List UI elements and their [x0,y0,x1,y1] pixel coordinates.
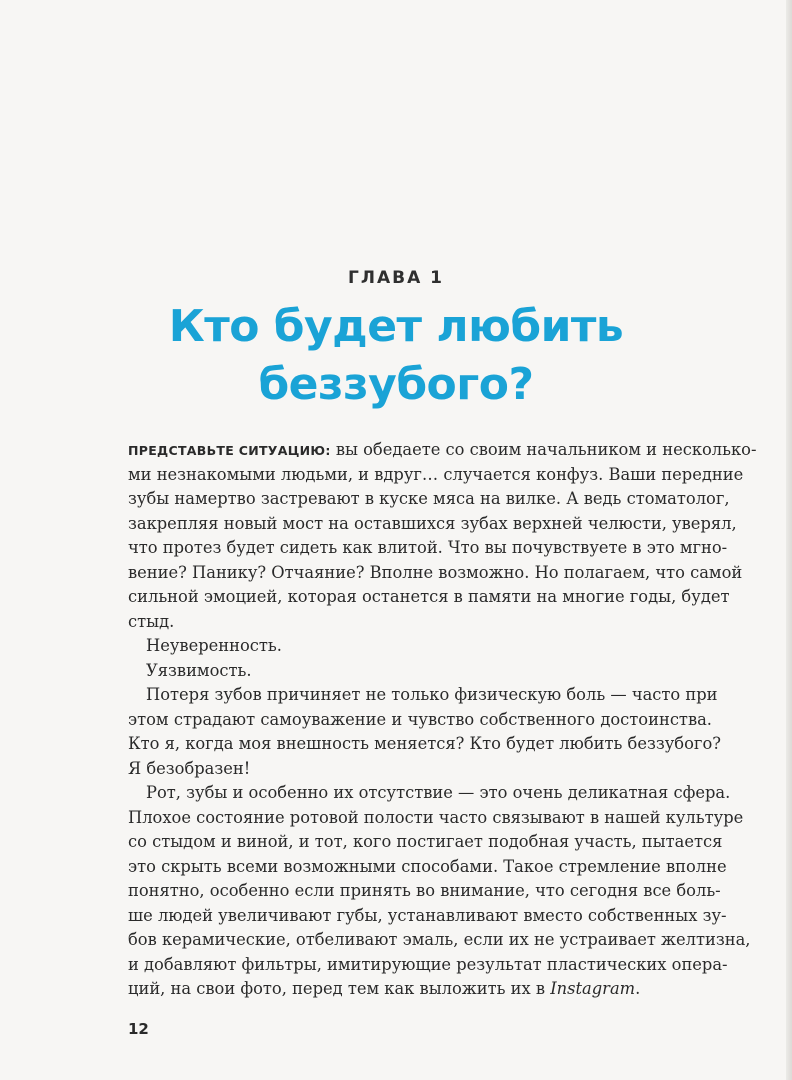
paragraph-line: Уязвимость. [146,660,252,680]
page-number: 12 [128,1020,149,1038]
paragraph-line: зубы намертво застревают в куске мяса на вилке. А ведь стоматолог, [128,489,730,508]
paragraph-line: ций, на свои фото, перед тем как выложить их в Instagram. [128,979,641,998]
paragraph-line: со стыдом и виной, и тот, кого постигает подобная участь, пытается [128,832,723,851]
paragraph-line: стыд. [128,611,175,631]
lead-in: ПРЕДСТАВЬТЕ СИТУАЦИЮ: [128,443,331,458]
body-text [128,438,757,1002]
paragraph-line: Неуверенность. [146,636,282,655]
paragraph-line: сильной эмоцией, которая останется в памяти на многие годы, будет [128,587,730,606]
chapter-title-line-2: беззубого? [258,359,534,410]
instagram-text: Instagram [550,979,636,998]
paragraph-line: этом страдают самоуважение и чувство собственного достоинства. [128,709,712,729]
page-edge [786,0,792,1080]
chapter-label: ГЛАВА 1 [348,268,444,288]
paragraph-line: ПРЕДСТАВЬТЕ СИТУАЦИЮ: вы обедаете со своим начальником и несколько- [128,440,757,459]
paragraph-line: понятно, особенно если принять во внимание, что сегодня все боль- [128,881,721,900]
paragraph-line: Плохое состояние ротовой полости часто связывают в нашей культуре [128,807,744,827]
paragraph-line: Кто я, когда моя внешность меняется? Кто будет любить беззубого? [128,734,721,753]
chapter-title-line-1: Кто будет любить [168,301,624,352]
paragraph-line: вение? Панику? Отчаяние? Вполне возможно. Но полагаем, что самой [128,562,743,582]
paragraph-line: ми незнакомыми людьми, и вдруг… случается конфуз. Ваши передние [128,464,744,484]
chapter-title [0,298,792,414]
paragraph-line: бов керамические, отбеливают эмаль, если их не устраивает желтизна, [128,930,751,949]
paragraph-line: Рот, зубы и особенно их отсутствие — это очень деликатная сфера. [146,783,731,802]
paragraph-line: закрепляя новый мост на оставшихся зубах верхней челюсти, уверял, [128,513,737,533]
paragraph-line: Я безобразен! [128,758,251,778]
paragraph-line: Потеря зубов причиняет не только физическую боль — часто при [146,685,718,704]
paragraph-line: это скрыть всеми возможными способами. Такое стремление вполне [128,856,727,876]
paragraph-line: что протез будет сидеть как влитой. Что вы почувствуете в это мгно- [128,538,728,557]
paragraph-line: и добавляют фильтры, имитирующие результат пластических опера- [128,954,728,974]
paragraph-line: ше людей увеличивают губы, устанавливают вместо собственных зу- [128,905,727,925]
